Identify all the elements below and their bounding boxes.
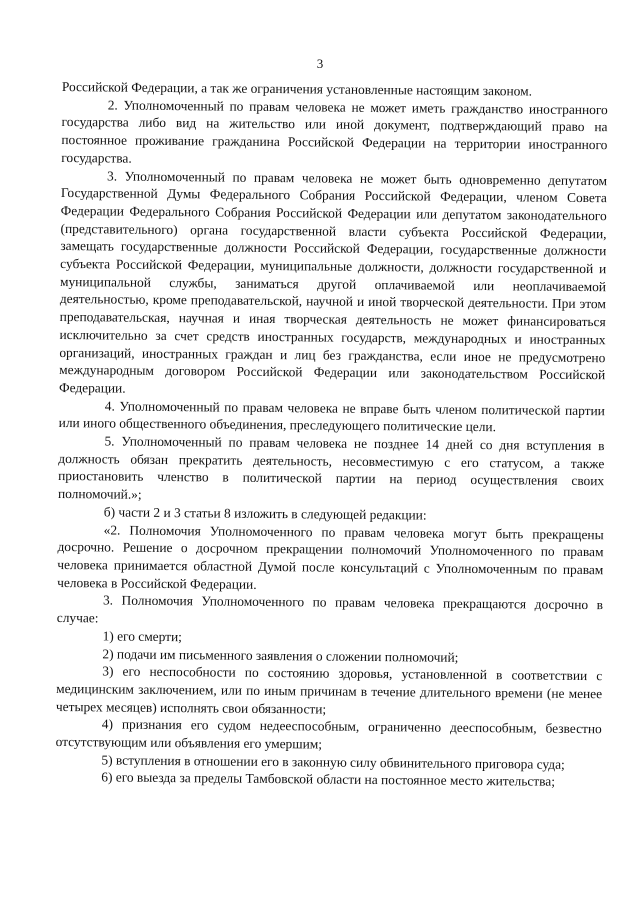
- list-item-5: 5) вступления в отношении его в законную силу обвинительного приговора суда;: [101, 752, 565, 772]
- list-item-4: 4) признания его судом недееспособным, ограниченно дееспособным, безвестно отсутствующим или объявления его умершим;: [55, 716, 602, 752]
- page-number: 3: [316, 56, 324, 71]
- paragraph-clause-5: 5. Уполномоченный по правам человека не позднее 14 дней со дня вступления в должность обязан прекратить деятельность, несовместимую с его статусом, а также приостановить членство в политической партии на период осуществления своих полномочий.»;: [57, 433, 605, 502]
- document-body: [55, 78, 608, 791]
- list-item-1: 1) его смерти;: [102, 628, 182, 644]
- paragraph-continuation: Российской Федерации, а так же ограничения установленные настоящим законом.: [61, 78, 533, 99]
- list-item-2: 2) подачи им письменного заявления о сложении полномочий;: [102, 645, 459, 665]
- paragraph-clause-2: 2. Уполномоченный по правам человека не может иметь гражданство иностранного государства либо вид на жительство или иной документ, подтверждающий право на постоянное проживание гражданина Российской Федерации на территории иностранного государства.: [61, 97, 608, 166]
- paragraph-clause-4: 4. Уполномоченный по правам человека не вправе быть членом политической партии или иного общественного объединения, преследующего политические цели.: [58, 398, 605, 435]
- paragraph-new-part-3: 3. Полномочия Уполномоченного по правам человека прекращаются досрочно в случае:: [56, 592, 604, 626]
- paragraph-new-part-2: «2. Полномочия Уполномоченного по правам человека могут быть прекращены досрочно. Решение о досрочном прекращении полномочий Уполномоченного по правам человека принимается областной Думой после консультаций с Уполномоченным по правам человека в Российской Федерации.: [57, 521, 604, 592]
- paragraph-amendment-b: б) части 2 и 3 статьи 8 изложить в следующей редакции:: [103, 504, 427, 523]
- list-item-3: 3) его неспособности по состоянию здоровья, установленной в соответствии с медицинским заключением, или по иным причинам в течение длительного времени (не менее четырех месяцев) исполнять свои обязанности;: [55, 663, 603, 717]
- paragraph-clause-3: 3. Уполномоченный по правам человека не может быть одновременно депутатом Государственной Думы Федерального Собрания Российской Федерации, членом Совета Федерации Федерального Собрания Российской Федерации или депутатом законодательного (представительного) органа государственной власти субъекта Российской Федерации, замещать государственные должности Российской Федерации, государственные должности субъекта Российской Федерации, муниципальные должности, должности государственной и муниципальной службы, заниматься другой оплачиваемой или неоплачиваемой деятельностью, кроме преподавательской, научной и иной творческой деятельности. При этом преподавательская, научная и иная творческая деятельность не может финансироваться исключительно за счет средств иностранных государств, международных и иностранных организаций, иностранных граждан и лиц без гражданства, если иное не предусмотрено международным договором Российской Федерации или законодательством Российской Федерации.: [58, 167, 608, 396]
- list-item-6: 6) его выезда за пределы Тамбовской области на постоянное место жительства;: [101, 769, 556, 790]
